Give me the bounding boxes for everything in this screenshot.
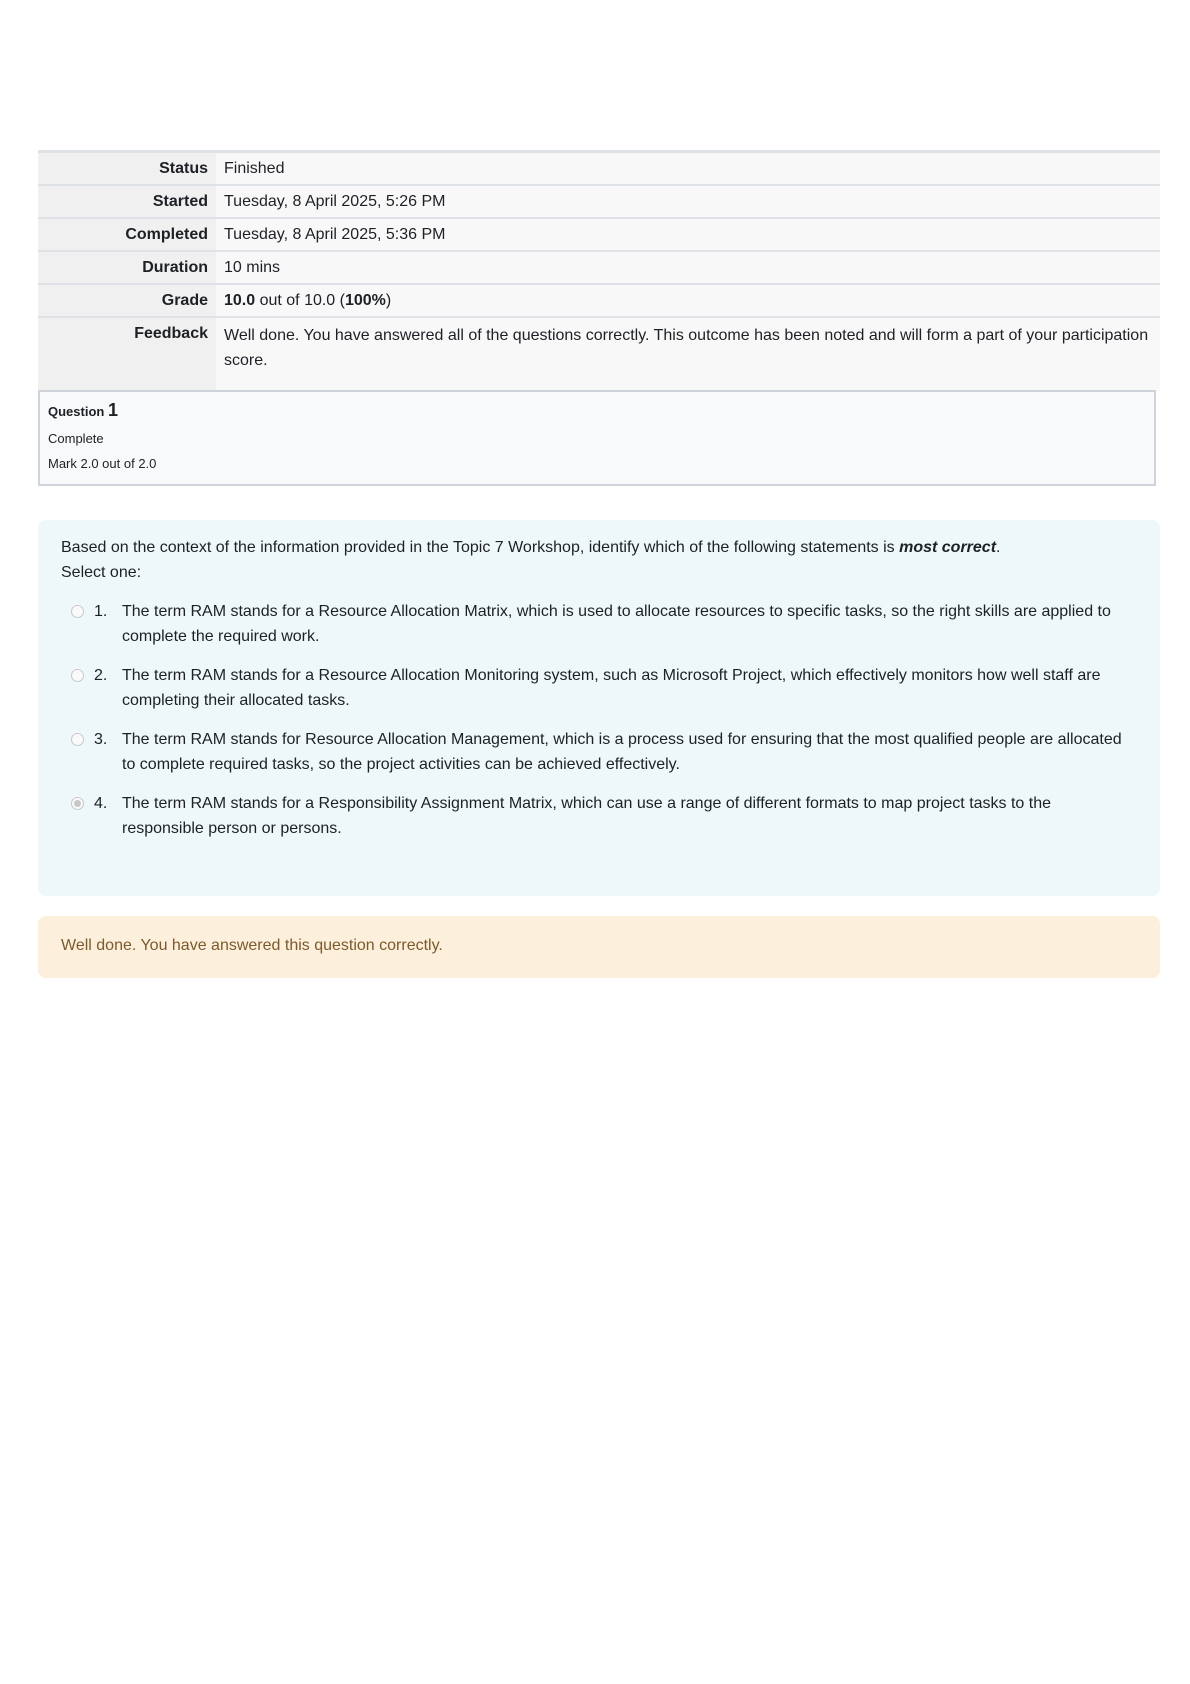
question-prompt [61, 535, 1137, 560]
summary-label: Status [38, 152, 216, 186]
summary-row-duration [38, 251, 1160, 284]
grade-percent: 100% [344, 292, 386, 309]
answer-option-1[interactable] [61, 599, 1137, 649]
answer-text: The term RAM stands for a Resource Allocation Matrix, which is used to allocate resources to specific tasks, so the right skills are applied to complete the required work. [122, 603, 1111, 645]
summary-value: Well done. You have answered all of the questions correctly. This outcome has been noted and will form a part of your participation score. [216, 317, 1160, 391]
summary-value: Tuesday, 8 April 2025, 5:26 PM [216, 185, 1160, 218]
prompt-emphasis: most correct [899, 539, 997, 556]
answer-option-2[interactable] [61, 663, 1137, 713]
answer-radio[interactable] [71, 669, 84, 682]
answer-text: The term RAM stands for a Responsibility Assignment Matrix, which can use a range of different formats to map project tasks to the responsible person or persons. [122, 795, 1052, 837]
summary-row-completed [38, 218, 1160, 251]
question-content [38, 520, 1160, 896]
grade-close: ) [385, 292, 392, 309]
answer-option-3[interactable] [61, 727, 1137, 777]
answer-number: 3. [94, 731, 108, 748]
answer-radio[interactable] [71, 605, 84, 618]
grade-score: 10.0 [224, 292, 256, 309]
answer-number: 2. [94, 667, 108, 684]
answer-text: The term RAM stands for a Resource Allocation Monitoring system, such as Microsoft Project, which effectively monitors how well staff are completing their allocated tasks. [122, 667, 1101, 709]
summary-label: Started [38, 185, 216, 218]
summary-row-grade [38, 284, 1160, 317]
summary-row-feedback [38, 317, 1160, 391]
question-label: Question [48, 404, 105, 419]
question-feedback: Well done. You have answered this question correctly. [38, 916, 1160, 978]
summary-value: Finished [216, 152, 1160, 186]
summary-label: Completed [38, 218, 216, 251]
summary-value: Tuesday, 8 April 2025, 5:36 PM [216, 218, 1160, 251]
summary-value: 10 mins [216, 251, 1160, 284]
summary-row-status [38, 152, 1160, 186]
summary-label: Feedback [38, 317, 216, 391]
attempt-summary-table [38, 150, 1160, 391]
prompt-text: Based on the context of the information provided in the Topic 7 Workshop, identify which of the following statements is [61, 539, 900, 556]
question-mark: Mark 2.0 out of 2.0 [48, 456, 157, 471]
answer-option-4[interactable] [61, 791, 1137, 841]
prompt-end: . [996, 539, 1001, 556]
answer-number: 4. [94, 795, 108, 812]
answer-text: The term RAM stands for Resource Allocation Management, which is a process used for ensuring that the most qualified people are allocated to complete required tasks, so the project activities can be achieved effectively. [122, 731, 1122, 773]
question-heading [48, 400, 1146, 421]
question-info-panel [38, 390, 1156, 486]
summary-row-started [38, 185, 1160, 218]
answer-number: 1. [94, 603, 108, 620]
summary-label: Duration [38, 251, 216, 284]
answer-list [61, 599, 1137, 841]
answer-radio-selected[interactable] [71, 797, 84, 810]
select-one-label: Select one: [61, 564, 142, 581]
summary-value [216, 284, 1160, 317]
grade-out-of: out of 10.0 ( [255, 292, 345, 309]
question-state: Complete [48, 431, 104, 446]
question-number: 1 [107, 400, 118, 420]
summary-label: Grade [38, 284, 216, 317]
answer-radio[interactable] [71, 733, 84, 746]
